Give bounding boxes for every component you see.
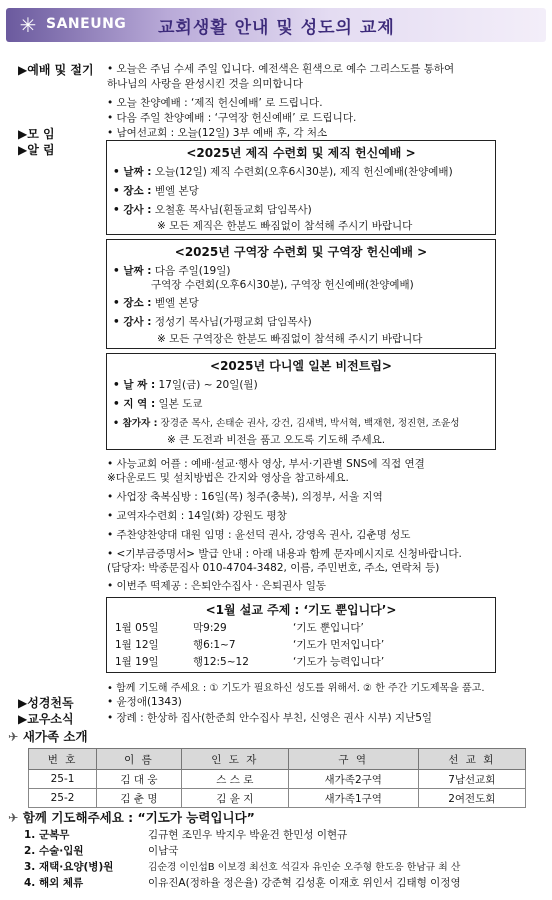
col-name: 이 름: [97, 749, 182, 770]
date-value: 오늘(12일) 제직 수련회(오후6시30분), 제직 헌신예배(찬양예배): [154, 166, 453, 178]
section-notice-label: ▶알 림: [18, 143, 55, 157]
box-title: <2025년 다니엘 일본 비전트립>: [210, 359, 392, 373]
box-title: <1월 설교 주제 : ‘기도 뿐입니다’>: [205, 603, 397, 617]
date-value-2: 구역장 수련회(오후6시30분), 구역장 헌신예배(찬양예배): [151, 279, 414, 291]
cell: 스 스 로: [181, 770, 288, 789]
col-district: 구 역: [288, 749, 418, 770]
section-news-label: ▶교우소식: [18, 712, 74, 726]
region-label: • 지 역 :: [113, 398, 156, 410]
date-label: • 날 짜 :: [113, 379, 156, 391]
vision-trip-box: [106, 353, 496, 450]
table-row: [29, 789, 526, 808]
box-note: ※ 모든 제직은 한분도 빠짐없이 참석해 주시기 바랍니다: [157, 220, 413, 232]
col-guide: 인 도 자: [181, 749, 288, 770]
newcomers-heading: [8, 727, 88, 745]
prayer-names-1: 김규현 조민우 박지우 박윤건 한민성 이현규: [148, 829, 348, 841]
news-line: • 장례 : 한상하 집사(한준희 안수집사 부친, 신영은 권사 시부) 지난5일: [107, 712, 433, 724]
sermon-date-1: 1월 05일: [115, 622, 159, 634]
sermon-topic-2: ‘기도가 먼저입니다’: [293, 639, 385, 651]
participants-label: • 참가자 :: [113, 418, 158, 429]
prayer-request-line: • 함께 기도해 주세요 : ① 기도가 필요하신 성도를 위해서. ② 한 주간 기도제목을 품고.: [107, 683, 485, 694]
date-label: • 날짜 :: [113, 166, 152, 178]
worship-line-2: 하나님의 사랑을 완성시킨 것을 의미합니다: [107, 78, 303, 90]
speaker-label: • 강사 :: [113, 316, 152, 328]
prayer-heading: [8, 808, 255, 826]
retreat-box-deacons: [106, 140, 496, 235]
worship-line-4: • 다음 주일 찬양예배 : ‘구역장 헌신예배’ 로 드립니다.: [107, 112, 357, 124]
cell: 25-2: [29, 789, 97, 808]
section-bible-label: ▶성경천독: [18, 696, 74, 710]
notice-donation: • <기부금증명서> 발급 안내 : 아래 내용과 함께 문자메시지로 신청바랍니다.: [107, 548, 462, 560]
sermon-date-3: 1월 19일: [115, 656, 159, 668]
date-label: • 날짜 :: [113, 265, 152, 277]
prayer-label-2: 2. 수술·입원: [24, 845, 84, 857]
date-value: 다음 주일(19일): [154, 265, 231, 277]
prayer-title: 함께 기도해주세요 : “기도가 능력입니다”: [22, 810, 255, 825]
place-value: 벧엘 본당: [154, 297, 199, 309]
notice-rice-cake: • 이번주 떡제공 : 은퇴안수집사 · 은퇴권사 일동: [107, 580, 327, 592]
wing-icon: ✈: [8, 729, 19, 744]
box-note: ※ 큰 도전과 비전을 품고 오도록 기도해 주세요.: [167, 434, 386, 446]
notice-app: • 사능교회 어플 : 예배·설교·행사 영상, 부서·기관별 SNS에 직접 연결: [107, 458, 425, 470]
cell: 새가족2구역: [288, 770, 418, 789]
sermon-text-1: 막9:29: [193, 622, 227, 634]
sermon-topic-3: ‘기도가 능력입니다’: [293, 656, 385, 668]
speaker-label: • 강사 :: [113, 204, 152, 216]
col-number: 번 호: [29, 749, 97, 770]
prayer-names-4: 이유진A(정하율 정은율) 강준혁 김성훈 이재호 위인서 김태형 이정영: [148, 877, 461, 889]
sermon-text-2: 행6:1~7: [193, 639, 236, 651]
sermon-topic-1: ‘기도 뿐입니다’: [293, 622, 364, 634]
bible-reading-line: • 윤정애(1343): [107, 696, 182, 708]
prayer-label-1: 1. 군복무: [24, 829, 70, 841]
prayer-label-3: 3. 재택·요양(병)원: [24, 861, 114, 873]
box-title: <2025년 구역장 수련회 및 구역장 헌신예배 >: [174, 245, 428, 259]
section-meeting-label: ▶모 임: [18, 127, 55, 141]
box-note: ※ 모든 구역장은 한분도 빠짐없이 참석해 주시기 바랍니다: [157, 333, 423, 345]
worship-line-1: • 오늘은 주님 수세 주일 입니다. 예전색은 흰색으로 예수 그리스도를 통하여: [107, 63, 455, 75]
page-title: 교회생활 안내 및 성도의 교제: [158, 18, 395, 38]
sermon-date-2: 1월 12일: [115, 639, 159, 651]
participants-value: 장경준 목사, 손태순 권사, 강건, 김새벽, 박서혁, 백재현, 정진현, 조윤성: [160, 418, 460, 429]
place-label: • 장소 :: [113, 185, 152, 197]
cell: 2여전도회: [418, 789, 525, 808]
prayer-names-2: 이남국: [148, 845, 179, 857]
region-value: 일본 도쿄: [158, 398, 203, 410]
flower-icon: ✳: [19, 13, 37, 37]
sermon-theme-box: [106, 597, 496, 673]
prayer-label-4: 4. 해외 체류: [24, 877, 84, 889]
place-value: 벧엘 본당: [154, 185, 199, 197]
cell: 새가족1구역: [288, 789, 418, 808]
notice-visit: • 사업장 축복심방 : 16일(목) 청주(충북), 의정부, 서울 지역: [107, 491, 383, 503]
retreat-box-leaders: [106, 239, 496, 349]
prayer-names-3: 김순경 이인섭B 이보경 최선호 석길자 유인순 오주형 한도응 한남규 최 산: [148, 862, 461, 873]
speaker-value: 오철훈 목사님(흰돌교회 담임목사): [154, 204, 312, 216]
col-mission: 선 교 회: [418, 749, 525, 770]
meeting-line: • 남여선교회 : 오늘(12일) 3부 예배 후, 각 처소: [107, 127, 328, 139]
speaker-value: 정성기 목사님(가평교회 담임목사): [154, 316, 312, 328]
notice-donation-contact: (담당자: 박종문집사 010-4704-3482, 이름, 주민번호, 주소, 연락처 등): [107, 562, 440, 574]
section-worship-label: ▶예배 및 절기: [18, 63, 94, 77]
wing-icon: ✈: [8, 810, 19, 825]
cell: 7남선교회: [418, 770, 525, 789]
church-logo-text: SANEUNG: [46, 16, 127, 32]
newcomers-table: [28, 748, 526, 808]
place-label: • 장소 :: [113, 297, 152, 309]
notice-app-note: ※다운로드 및 설치방법은 간지와 영상을 참고하세요.: [107, 472, 349, 484]
newcomers-title: 새가족 소개: [22, 729, 88, 744]
cell: 25-1: [29, 770, 97, 789]
date-value: 17일(금) ~ 20일(월): [158, 379, 258, 391]
cell: 김 춘 명: [97, 789, 182, 808]
sermon-text-3: 행12:5~12: [193, 656, 249, 668]
cell: 김 대 웅: [97, 770, 182, 789]
worship-line-3: • 오늘 찬양예배 : ‘제직 헌신예배’ 로 드립니다.: [107, 97, 323, 109]
table-row: [29, 770, 526, 789]
header-banner: [6, 8, 546, 42]
table-header-row: [29, 749, 526, 770]
cell: 김 윤 지: [181, 789, 288, 808]
notice-retreat: • 교역자수련회 : 14일(화) 강원도 평창: [107, 510, 287, 522]
box-title: <2025년 제직 수련회 및 제직 헌신예배 >: [186, 146, 416, 160]
notice-choir: • 주찬양찬양대 대원 임명 : 윤선덕 권사, 강영옥 권사, 김춘명 성도: [107, 529, 411, 541]
